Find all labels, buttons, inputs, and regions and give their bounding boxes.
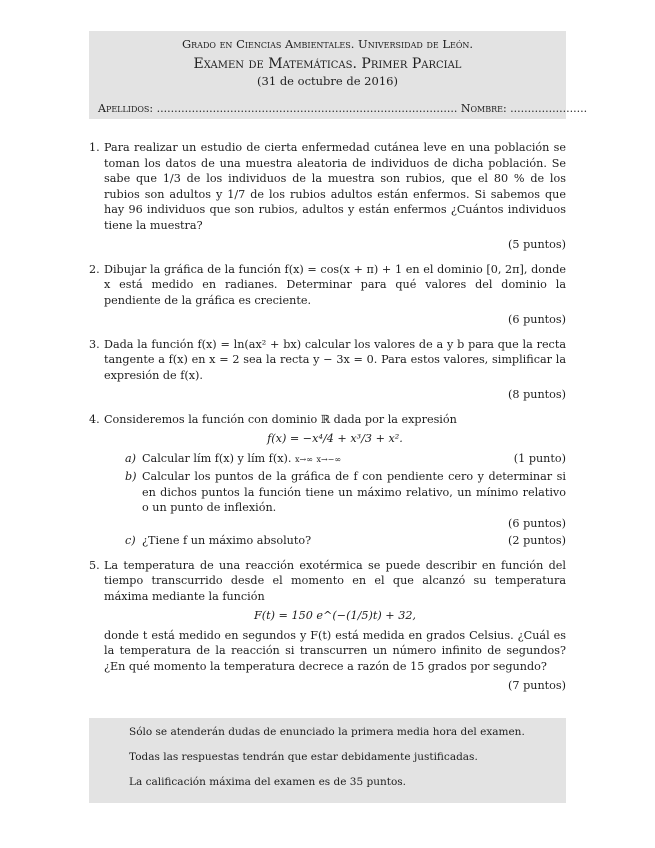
note-max-score: La calificación máxima del examen es de 35 puntos. bbox=[129, 776, 407, 788]
question-number: 1. bbox=[89, 141, 100, 154]
university-line: Grado en Ciencias Ambientales. Universidad de León. bbox=[181, 37, 474, 51]
question-text-continued: donde t está medido en segundos y F(t) está medida en grados Celsius. ¿Cuál es la temperatura de la reacción si transcurren un número infinito de segundos?¿En qué momento la temperatura decrece a razón de 15 grados por segundo? bbox=[104, 628, 566, 673]
part-text: Calcular lím f(x) y lím f(x). bbox=[142, 451, 292, 465]
part-points: (6 puntos) bbox=[508, 516, 566, 530]
name-label: Nombre: bbox=[460, 102, 507, 115]
limit-b: x→−∞ bbox=[316, 454, 342, 464]
exam-title: Examen de Matemáticas. Primer Parcial bbox=[193, 56, 462, 72]
part-a bbox=[104, 451, 566, 468]
question-points: (7 puntos) bbox=[508, 679, 566, 692]
part-text: ¿Tiene f un máximo absoluto? bbox=[142, 534, 312, 547]
note-doubts: Sólo se atenderán dudas de enunciado la primera media hora del examen. bbox=[129, 726, 525, 738]
question-5 bbox=[89, 558, 566, 694]
note-justify: Todas las respuestas tendrán que estar debidamente justificadas. bbox=[129, 751, 478, 763]
question-number: 5. bbox=[89, 558, 100, 572]
question-number: 2. bbox=[89, 262, 100, 276]
question-equation: F(t) = 150 e^(−(1/5)t) + 32, bbox=[254, 609, 416, 622]
question-equation: f(x) = −x⁴/4 + x³/3 + x². bbox=[267, 432, 403, 445]
surname-label: Apellidos: bbox=[98, 102, 154, 115]
part-c bbox=[104, 533, 566, 549]
question-number: 4. bbox=[89, 412, 100, 426]
part-text: Calcular los puntos de la gráfica de f con pendiente cero y determinar si en dichos puntos la función tiene un máximo relativo, un mínimo relativo o un punto de inflexión. bbox=[142, 470, 566, 514]
question-points: (8 puntos) bbox=[508, 388, 566, 401]
question-number: 3. bbox=[89, 337, 100, 351]
part-b bbox=[104, 469, 566, 531]
surname-field[interactable]: ...................................................................................... bbox=[156, 102, 458, 115]
exam-date: (31 de octubre de 2016) bbox=[257, 74, 398, 88]
limit-a: x→∞ bbox=[294, 454, 313, 464]
part-points: (1 punto) bbox=[513, 451, 566, 465]
name-field[interactable]: ...................... bbox=[510, 102, 588, 115]
exam-header bbox=[89, 31, 588, 119]
question-1 bbox=[89, 140, 566, 253]
question-text: Para realizar un estudio de cierta enfermedad cutánea leve en una población se toman los datos de una muestra aleatoria de individuos de dicha población. Se sabe que 1/3 de los individuos de la muestra son rubios, que el 80 % de los rubios son adultos y 1/7 de los rubios adultos están enfermos. Si sabemos que hay 96 individuos que son rubios, adultos y están enfermos ¿Cuántos individuos tiene la muestra? bbox=[104, 141, 566, 232]
question-points: (6 puntos) bbox=[508, 313, 566, 326]
question-3 bbox=[89, 337, 566, 403]
question-text: Dibujar la gráfica de la función f(x) = cos(x + π) + 1 en el dominio [0, 2π], donde x está medido en radianes. Determinar para qué valores del dominio la pendiente de la gráfica es creciente. bbox=[104, 262, 566, 307]
student-fields bbox=[98, 102, 588, 115]
questions bbox=[89, 140, 566, 703]
question-4 bbox=[89, 412, 566, 549]
part-points: (2 puntos) bbox=[508, 534, 566, 547]
question-2 bbox=[89, 262, 566, 328]
exam-notes bbox=[89, 718, 566, 803]
part-label: a) bbox=[125, 451, 137, 465]
question-text: Dada la función f(x) = ln(ax² + bx) calcular los valores de a y b para que la recta tangente a f(x) en x = 2 sea la recta y − 3x = 0. Para estos valores, simplificar la expresión de f(x). bbox=[104, 337, 566, 382]
question-text: Consideremos la función con dominio ℝ dada por la expresión bbox=[104, 412, 457, 426]
question-text: La temperatura de una reacción exotérmica se puede describir en función del tiempo transcurrido desde el momento en el que alcanzó su temperatura máxima mediante la función bbox=[104, 558, 566, 603]
part-label: b) bbox=[125, 470, 137, 483]
question-points: (5 puntos) bbox=[508, 238, 566, 251]
part-label: c) bbox=[125, 534, 136, 547]
